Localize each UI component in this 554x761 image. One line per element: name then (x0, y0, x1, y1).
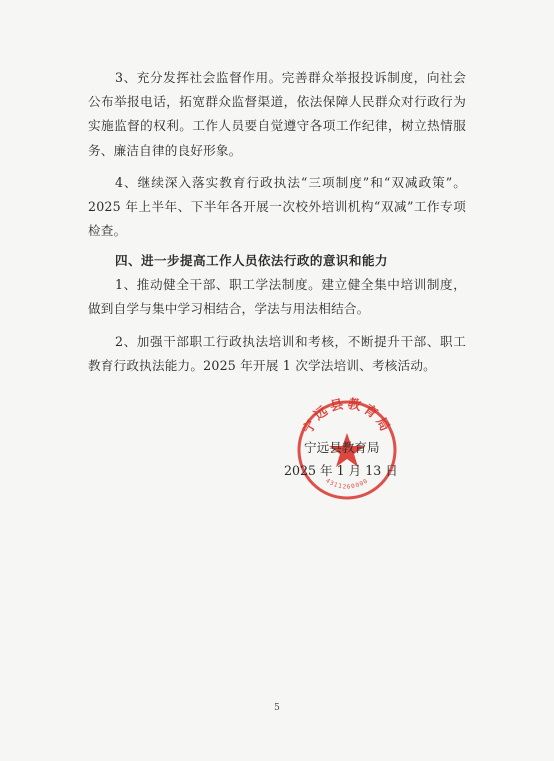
section-paragraph-1: 1、推动健全干部、职工学法制度。建立健全集中培训制度，做到自学与集中学习相结合，学法与用法相结合。 (88, 277, 466, 317)
body-text-upper (88, 66, 466, 243)
paragraph-item-4: 4、继续深入落实教育行政执法“三项制度”和“双减政策”。2025 年上半年、下半年各开展一次校外培训机构“双减”工作专项检查。 (88, 174, 466, 239)
body-text-section (88, 249, 466, 378)
section-heading: 四、进一步提高工作人员依法行政的意识和能力 (115, 253, 388, 268)
paragraph-item-3: 3、充分发挥社会监督作用。完善群众举报投诉制度，向社会公布举报电话，拓宽群众监督渠道，依法保障人民群众对行政行为实施监督的权利。工作人员要自觉遵守各项工作纪律，树立热情服务、廉洁自律的良好形象。 (88, 70, 466, 158)
signature-date: 2025 年 1 月 13 日 (284, 463, 398, 478)
seal-arc-text: 宁远县教育局 (300, 396, 394, 437)
signature-organization: 宁远县教育局 (304, 440, 380, 455)
svg-text:4311260000: 4311260000 (324, 477, 370, 491)
page-number: 5 (274, 703, 280, 713)
section-paragraph-2: 2、加强干部职工行政执法培训和考核，不断提升干部、职工教育行政执法能力。2025 年开展 1 次学法培训、考核活动。 (88, 333, 466, 373)
